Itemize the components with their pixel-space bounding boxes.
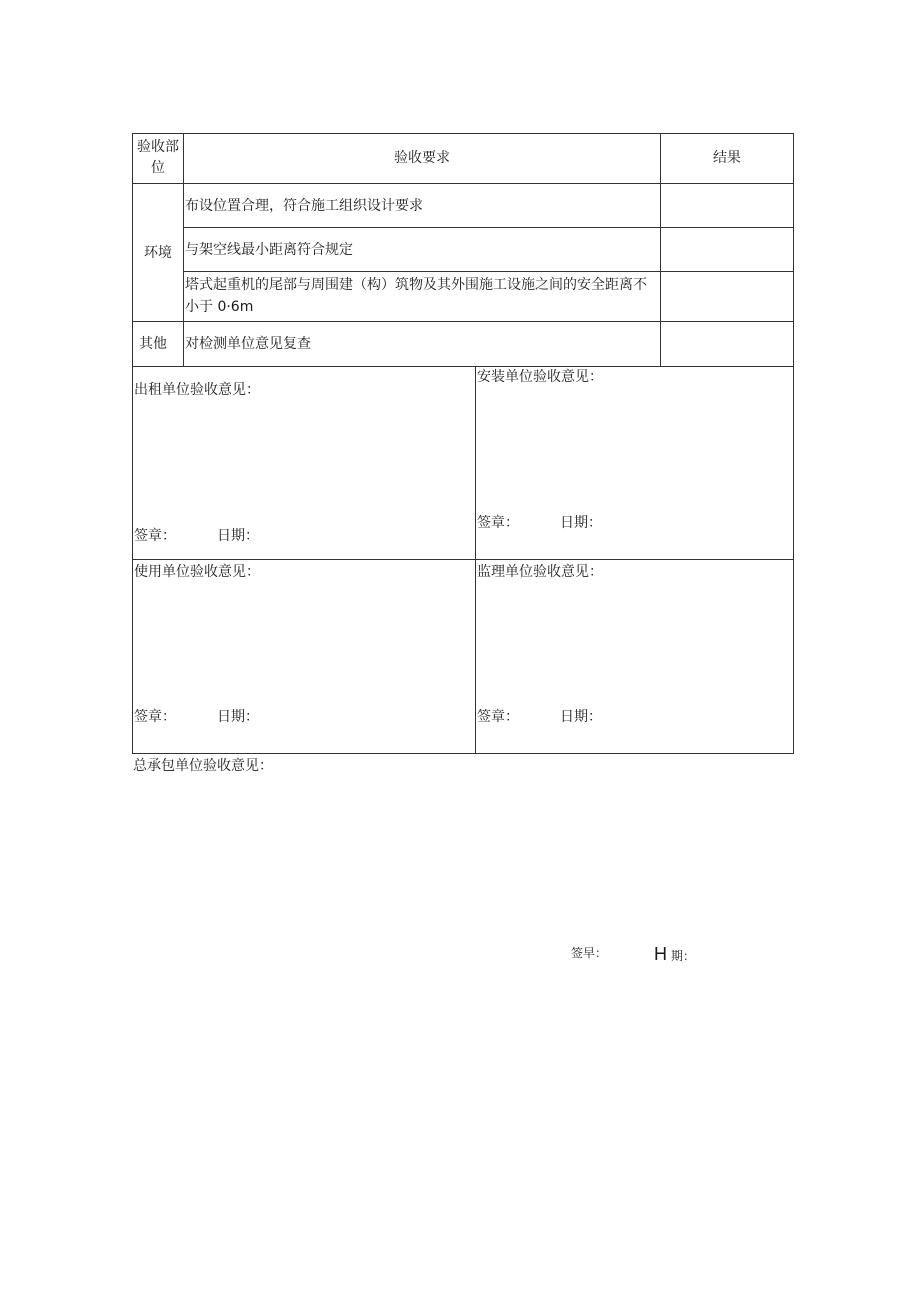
lessor-date-label: 日期：	[217, 528, 259, 544]
lessor-opinion-title: 出租单位验收意见：	[134, 382, 260, 398]
row1-bottom-border	[183, 227, 794, 228]
installer-seal-label: 签章：	[477, 515, 519, 531]
opinion-bottom-border	[132, 753, 794, 754]
user-date-label: 日期：	[217, 709, 259, 725]
opinion-split-border	[475, 366, 476, 754]
general-contractor-date-h: H	[654, 944, 667, 964]
header-result: 结果	[713, 150, 741, 166]
general-contractor-title: 总承包单位验收意见：	[133, 758, 273, 774]
supervisor-seal-label: 签章：	[477, 709, 519, 725]
lessor-seal-label: 签章：	[134, 528, 176, 544]
user-seal-label: 签章：	[134, 709, 176, 725]
table-top-border	[132, 133, 794, 134]
user-opinion-title: 使用单位验收意见：	[134, 564, 260, 580]
other-row-bottom-border	[132, 366, 794, 367]
general-contractor-date-label: 期：	[671, 949, 696, 963]
group-environment-label: 环境	[144, 245, 172, 261]
opinion-mid-border	[132, 559, 794, 560]
table-right-border	[793, 133, 794, 754]
row3-bottom-border	[132, 321, 794, 322]
supervisor-opinion-title: 监理单位验收意见：	[477, 564, 603, 580]
table-left-border	[132, 133, 133, 754]
header-part: 验收部位	[137, 139, 179, 176]
requirement-row-3: 塔式起重机的尾部与周围建（构）筑物及其外围施工设施之间的安全距离不小于 0·6m	[185, 277, 647, 315]
installer-date-label: 日期：	[560, 515, 602, 531]
supervisor-date-label: 日期：	[560, 709, 602, 725]
group-other-label: 其他	[139, 336, 167, 352]
requirement-other: 对检测单位意见复查	[185, 336, 311, 352]
installer-opinion-title: 安装单位验收意见：	[477, 369, 603, 385]
requirement-row-1: 布设位置合理，符合施工组织设计要求	[185, 198, 423, 214]
header-bottom-border	[132, 183, 794, 184]
header-requirement: 验收要求	[394, 150, 450, 166]
row2-bottom-border	[183, 271, 794, 272]
general-contractor-seal-label: 签早：	[571, 946, 608, 960]
requirement-row-2: 与架空线最小距离符合规定	[185, 242, 353, 258]
